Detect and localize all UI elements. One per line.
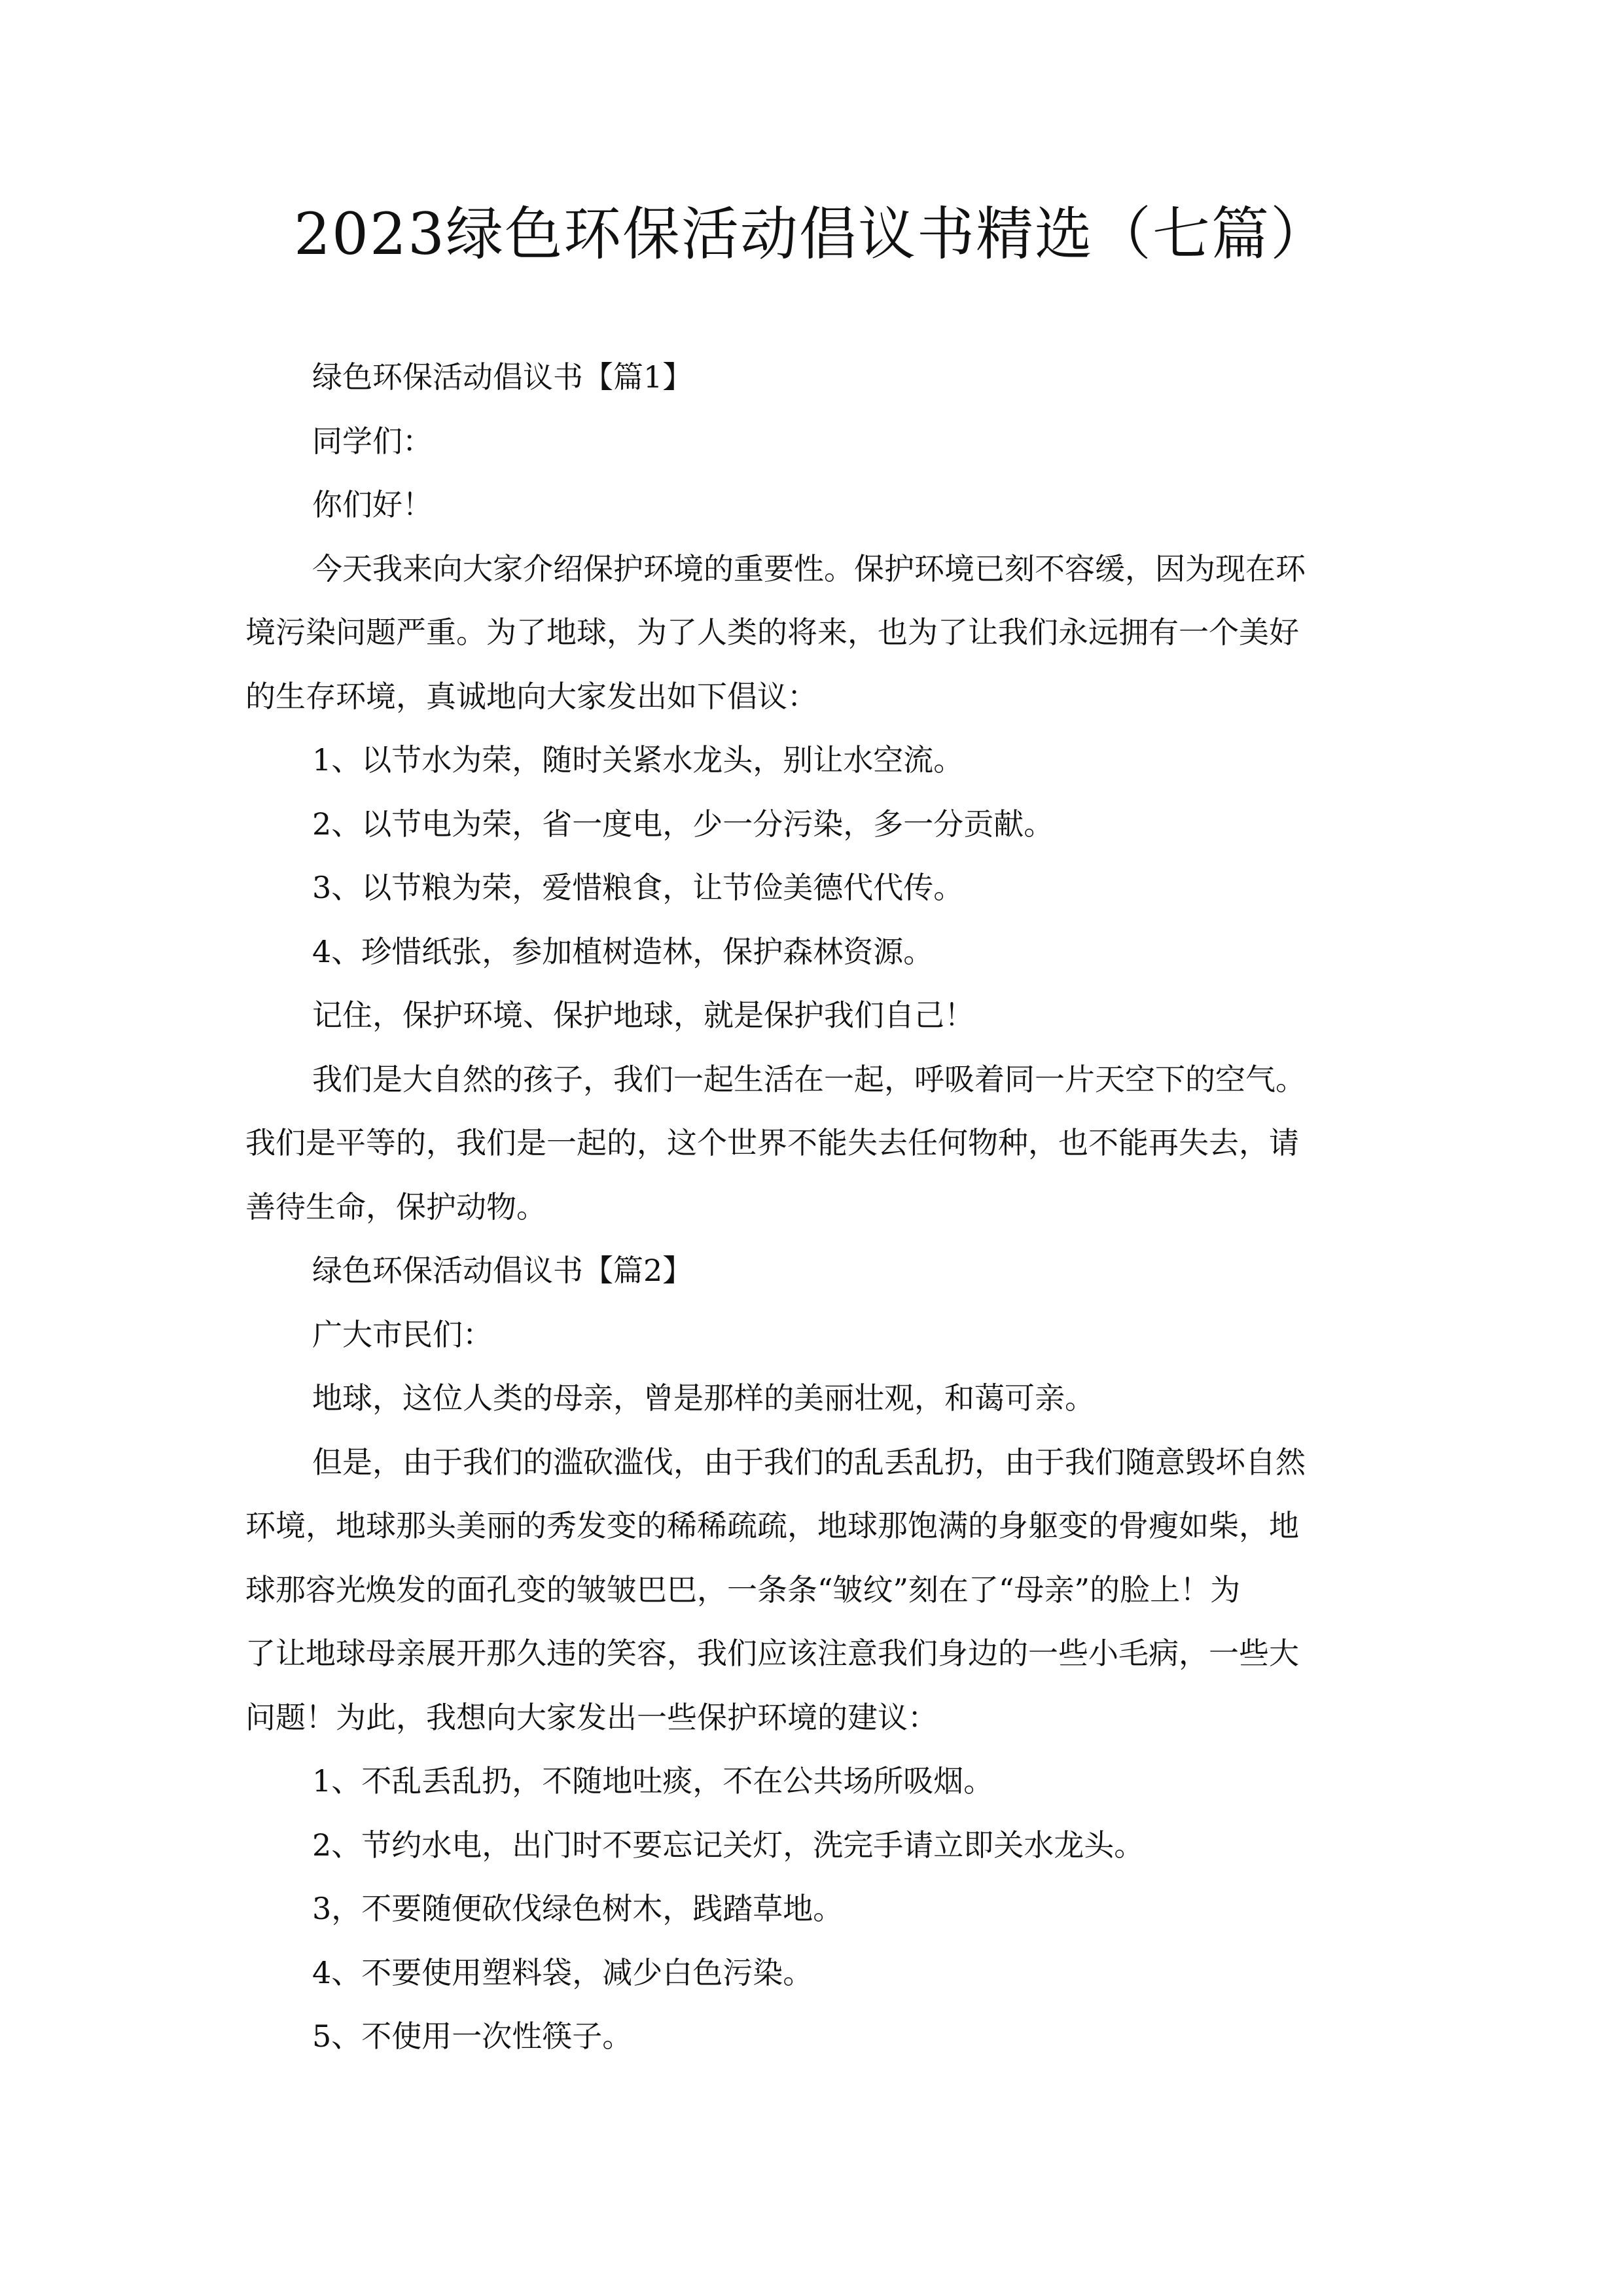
list-item: 2、以节电为荣，省一度电，少一分污染，多一分贡献。 (312, 806, 1054, 842)
list-item: 1、以节水为荣，随时关紧水龙头，别让水空流。 (312, 742, 964, 778)
list-item: 4、不要使用塑料袋，减少白色污染。 (312, 1954, 813, 1990)
paragraph-line: 了让地球母亲展开那久违的笑容，我们应该注意我们身边的一些小毛病，一些大 (245, 1636, 1299, 1671)
paragraph-line: 环境，地球那头美丽的秀发变的稀稀疏疏，地球那饱满的身躯变的骨瘦如柴，地 (245, 1508, 1299, 1543)
paragraph-line: 境污染问题严重。为了地球，为了人类的将来，也为了让我们永远拥有一个美好 (245, 615, 1299, 650)
salutation: 同学们： (312, 423, 433, 459)
list-item: 4、珍惜纸张，参加植树造林，保护森林资源。 (312, 933, 934, 969)
section-heading-2: 绿色环保活动倡议书【篇2】 (312, 1253, 693, 1288)
list-item: 5、不使用一次性筷子。 (312, 2018, 633, 2054)
paragraph-line: 记住，保护环境、保护地球，就是保护我们自己！ (312, 997, 974, 1033)
paragraph-line: 但是，由于我们的滥砍滥伐，由于我们的乱丢乱扔，由于我们随意毁坏自然 (312, 1444, 1306, 1480)
list-item: 2、节约水电，出门时不要忘记关灯，洗完手请立即关水龙头。 (312, 1827, 1145, 1863)
salutation: 广大市民们： (312, 1316, 493, 1352)
paragraph-line: 善待生命，保护动物。 (245, 1189, 546, 1225)
paragraph-line: 问题！为此，我想向大家发出一些保护环境的建议： (245, 1699, 938, 1735)
section-heading-1: 绿色环保活动倡议书【篇1】 (312, 359, 693, 395)
list-item: 1、不乱丢乱扔，不随地吐痰，不在公共场所吸烟。 (312, 1763, 994, 1799)
paragraph-line: 球那容光焕发的面孔变的皱皱巴巴，一条条“皱纹”刻在了“母亲”的脸上！为 (245, 1571, 1241, 1607)
document-body (245, 346, 1392, 2069)
paragraph-line: 我们是平等的，我们是一起的，这个世界不能失去任何物种，也不能再失去，请 (245, 1125, 1299, 1160)
paragraph-line: 的生存环境，真诚地向大家发出如下倡议： (245, 678, 817, 714)
list-item: 3，不要随便砍伐绿色树木，践踏草地。 (312, 1891, 844, 1926)
paragraph-line: 地球，这位人类的母亲，曾是那样的美丽壮观，和蔼可亲。 (312, 1380, 1095, 1416)
paragraph-line: 我们是大自然的孩子，我们一起生活在一起，呼吸着同一片天空下的空气。 (312, 1061, 1306, 1097)
document-title: 2023绿色环保活动倡议书精选（七篇） (294, 200, 1329, 268)
list-item: 3、以节粮为荣，爱惜粮食，让节俭美德代代传。 (312, 870, 964, 905)
paragraph-line: 今天我来向大家介绍保护环境的重要性。保护环境已刻不容缓，因为现在环 (312, 550, 1306, 586)
greeting: 你们好！ (312, 487, 433, 522)
